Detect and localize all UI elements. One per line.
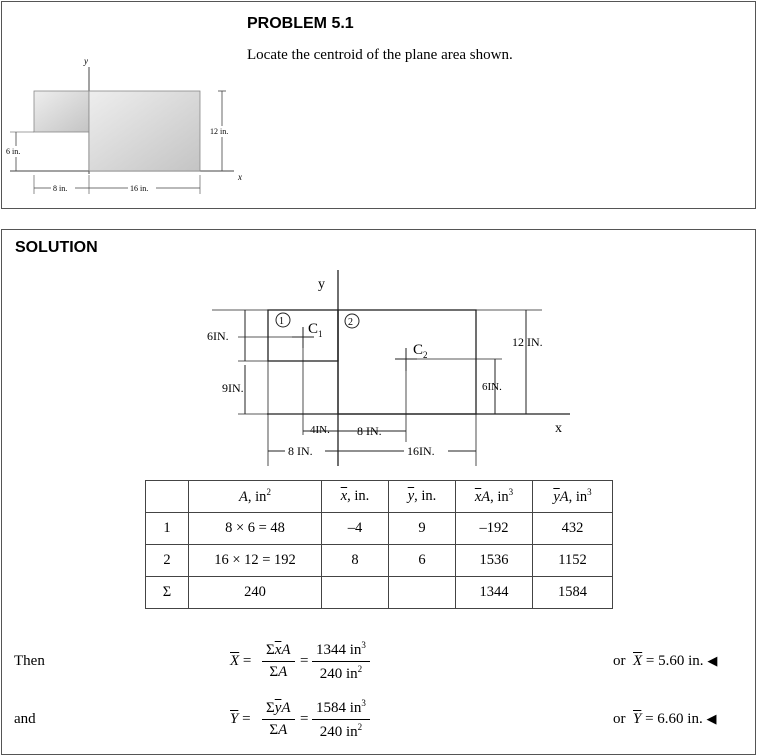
table-cell: 16 × 12 = 192 xyxy=(189,545,322,577)
eq1-equals: = xyxy=(300,653,309,669)
table-cell: 8 xyxy=(322,545,389,577)
table-cell: –4 xyxy=(322,513,389,545)
result-marker-icon: ◀ xyxy=(707,654,718,669)
table-header-cell: $\overline{y}$, in. xyxy=(389,481,456,513)
table-row xyxy=(146,513,613,545)
solution-dim-6in-right: 6IN. xyxy=(482,381,502,393)
problem-title: PROBLEM 5.1 xyxy=(247,15,354,32)
eq1-label: Then xyxy=(14,653,45,669)
eq1-fraction-symbolic xyxy=(262,642,295,681)
eq1-result: or $\overline{X} = 5.60$ in. ◀ xyxy=(613,653,718,669)
table-row xyxy=(146,545,613,577)
solution-dim-4in: 4IN. xyxy=(310,424,330,436)
solution-region-2-label: 2 xyxy=(348,317,353,328)
table-cell: 1584 xyxy=(533,577,613,609)
problem-y-label: y xyxy=(84,56,88,66)
eq2-result: or $\overline{Y} = 6.60$ in. ◀ xyxy=(613,711,717,727)
problem-region-left xyxy=(34,91,89,132)
solution-x-label: x xyxy=(555,421,562,436)
eq2-fraction-numeric: $\frac{1584 in^3}{240 in^2}$ xyxy=(312,698,370,741)
eq2-lhs: $\overline{Y}$ = xyxy=(230,711,251,727)
solution-dim-12in: 12 IN. xyxy=(512,335,543,349)
eq1-lhs: $\overline{X}$ = xyxy=(230,653,252,669)
table-header-cell: $\overline{y}A$, $in^3$ xyxy=(533,481,613,513)
table-header-cell: $\overline{x}A$, $in^3$ xyxy=(456,481,533,513)
solution-region-2 xyxy=(338,310,476,414)
table-cell: 1152 xyxy=(533,545,613,577)
result-marker-icon: ◀ xyxy=(706,712,717,727)
problem-box xyxy=(1,1,756,209)
problem-dim-6in: 6 in. xyxy=(6,147,21,156)
solution-dim-8in-top: 8 IN. xyxy=(357,424,382,438)
solution-title: SOLUTION xyxy=(15,239,98,256)
solution-figure xyxy=(2,230,757,470)
solution-dim-9in: 9IN. xyxy=(222,381,244,395)
problem-dim-12in: 12 in. xyxy=(210,127,229,136)
table-cell: Σ xyxy=(146,577,189,609)
solution-c1-label: $C_1$ xyxy=(308,321,323,339)
eq1-fraction-numeric: $\frac{1344 in^3}{240 in^2}$ xyxy=(312,640,370,683)
problem-dim-16in: 16 in. xyxy=(130,184,149,193)
table-cell: 8 × 6 = 48 xyxy=(189,513,322,545)
table-cell: –192 xyxy=(456,513,533,545)
problem-dim-8in: 8 in. xyxy=(53,184,68,193)
table-header-row xyxy=(146,481,613,513)
table-cell: 1 xyxy=(146,513,189,545)
table-header-cell xyxy=(146,481,189,513)
table-cell: 240 xyxy=(189,577,322,609)
solution-region-1-label: 1 xyxy=(279,316,284,327)
table-cell xyxy=(322,577,389,609)
eq2-frac1-den: ΣA xyxy=(269,722,288,738)
eq1-frac1-den: ΣA xyxy=(269,664,288,680)
table-cell: 9 xyxy=(389,513,456,545)
eq2-label: and xyxy=(14,711,36,727)
table-cell: 432 xyxy=(533,513,613,545)
table-header-cell: A, $in^2$ xyxy=(189,481,322,513)
problem-x-label: x xyxy=(238,172,242,182)
solution-dim-8in-bottom: 8 IN. xyxy=(288,444,313,458)
problem-statement: Locate the centroid of the plane area shown. xyxy=(247,47,513,63)
table-cell: 2 xyxy=(146,545,189,577)
eq2-frac1-num: $\Sigma\overline{y}A$ xyxy=(262,700,295,720)
table-cell: 1536 xyxy=(456,545,533,577)
table-cell: 6 xyxy=(389,545,456,577)
centroid-table xyxy=(145,480,613,609)
solution-dim-16in: 16IN. xyxy=(407,444,435,458)
eq2-equals: = xyxy=(300,711,309,727)
table-header-cell: $\overline{x}$, in. xyxy=(322,481,389,513)
solution-dim-6in: 6IN. xyxy=(207,329,229,343)
eq2-fraction-symbolic xyxy=(262,700,295,739)
table-row xyxy=(146,577,613,609)
solution-y-label: y xyxy=(318,277,325,292)
problem-figure xyxy=(2,2,252,207)
solution-c2-label: $C_2$ xyxy=(413,342,428,360)
problem-region-right xyxy=(89,91,200,171)
table-cell: 1344 xyxy=(456,577,533,609)
eq1-frac1-num: $\Sigma\overline{x}A$ xyxy=(262,642,295,662)
table-cell xyxy=(389,577,456,609)
